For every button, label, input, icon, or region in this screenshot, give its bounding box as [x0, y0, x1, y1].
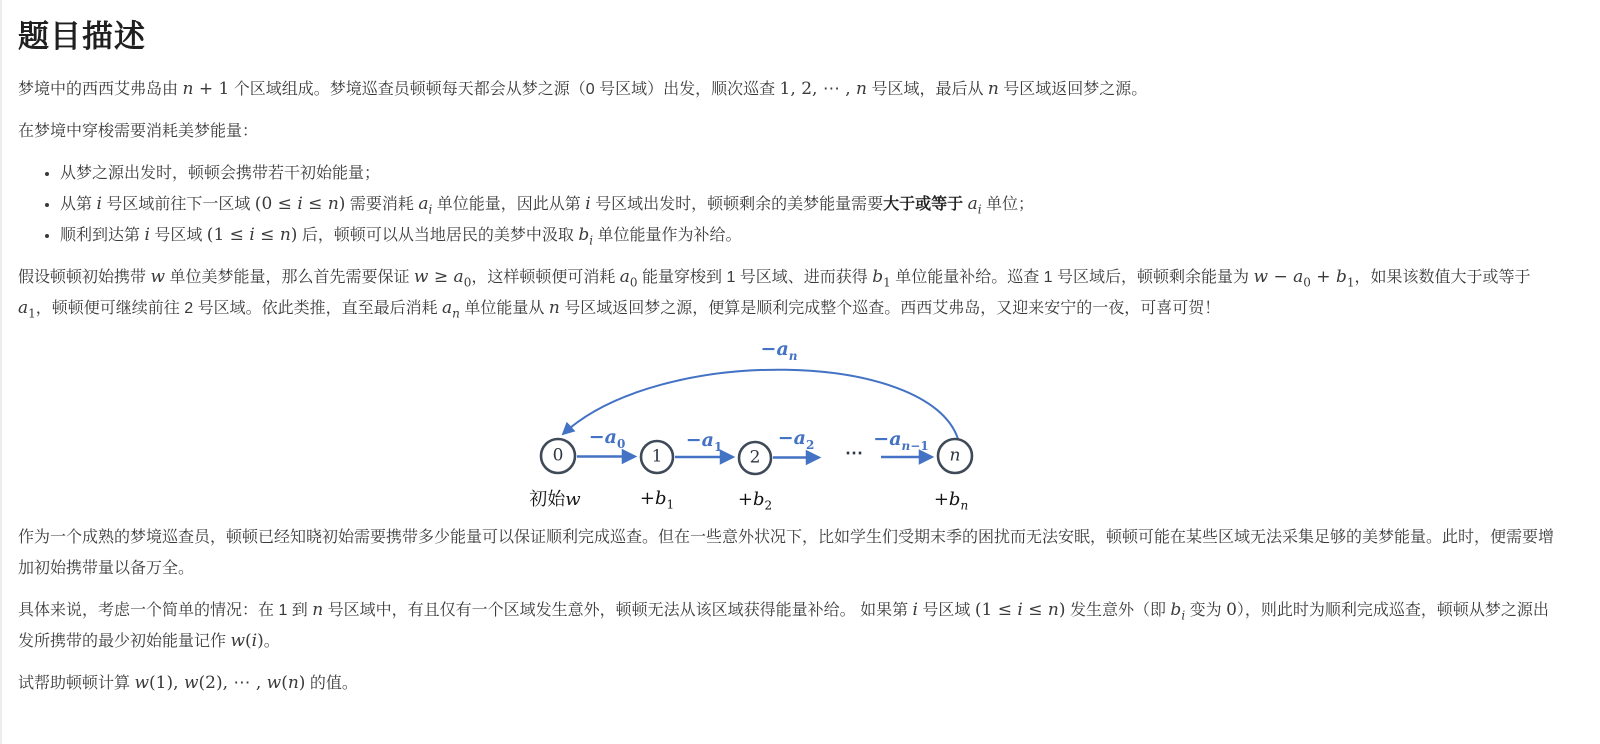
island-diagram — [529, 335, 1049, 511]
rule-item-cost: • 从第 i 号区域前往下一区域 (0 ≤ i ≤ n) 需要消耗 $a_i$ 单位能量，因此从第 i 号区域出发时，顿顿剩余的美梦能量需要大于或等于 $a_i$ 单位； — [60, 189, 1560, 220]
node-2-label: 2 — [749, 447, 761, 468]
paragraph-process: 假设顿顿初始携带 w 单位美梦能量，那么首先需要保证 $w \ge a_0$，这样顿顿便可消耗 $a_0$ 能量穿梭到 1 号区域、进而获得 $b_1$ 单位能量补给。巡查 1 号区域后，顿顿剩余能量为 $w - a_0 + b_1$，如果该数值大于或等于 $a_1$，顿顿便可继续前往 2 号区域。依此类推，直至最后消耗 $a_n$ 单位能量从 n 号区域返回梦之源，便算是顺利完成整个巡查。西西艾弗岛，又迎来安宁的一夜，可喜可贺！ — [18, 267, 1531, 321]
caption-b1: $+b_1$ — [639, 488, 675, 512]
problem-description — [2, 0, 1600, 699]
edge-label-a2: $-a_2$ — [777, 427, 815, 452]
edge-label-an-return: $-a_n$ — [760, 338, 798, 363]
edge-label-an-1: $-a_{n-1}$ — [873, 428, 929, 453]
caption-initial-w: 初始w — [529, 489, 581, 510]
node-0-label: 0 — [552, 445, 564, 466]
energy-rules-list — [18, 158, 1560, 251]
paragraph-energy-intro: 在梦境中穿梭需要消耗美梦能量： — [18, 123, 259, 140]
ellipsis-nodes: ⋯ — [845, 443, 863, 464]
paragraph-task: 试帮助顿顿计算 w(1), w(2), ⋯ , w(n) 的值。 — [18, 673, 358, 693]
paragraph-intro: 梦境中的西西艾弗岛由 n + 1 个区域组成。梦境巡查员顿顿每天都会从梦之源（0 号区域）出发，顺次巡查 1, 2, ⋯ , n 号区域，最后从 n 号区域返回梦之源。 — [18, 79, 1148, 99]
page-title: 题目描述 — [18, 19, 146, 54]
caption-b2: $+b_2$ — [737, 489, 773, 513]
node-n-label: n — [949, 445, 961, 466]
rule-item-initial-energy: • 从梦之源出发时，顿顿会携带若干初始能量； — [60, 158, 1560, 189]
edge-label-a0: $-a_0$ — [588, 426, 626, 451]
paragraph-mature-patrol: 作为一个成熟的梦境巡查员，顿顿已经知晓初始需要携带多少能量可以保证顺利完成巡查。但在一些意外状况下，比如学生们受期末季的困扰而无法安眠，顿顿可能在某些区域无法采集足够的美梦能量。此时，便需要增加初始携带量以备万全。 — [18, 529, 1555, 577]
node-1-label: 1 — [651, 446, 663, 467]
edge-label-a1: $-a_1$ — [685, 429, 723, 454]
rule-item-refill: • 顺利到达第 i 号区域 (1 ≤ i ≤ n) 后，顿顿可以从当地居民的美梦中汲取 $b_i$ 单位能量作为补给。 — [60, 220, 1560, 251]
paragraph-accident-case: 具体来说，考虑一个简单的情况：在 1 到 n 号区域中，有且仅有一个区域发生意外，顿顿无法从该区域获得能量补给。 如果第 i 号区域 (1 ≤ i ≤ n) 发生意外（即 $b_i$ 变为 0），则此时为顺利完成巡查，顿顿从梦之源出发所携带的最少初始能量记作 w(i)。 — [18, 600, 1549, 651]
caption-bn: $+b_n$ — [933, 489, 969, 513]
